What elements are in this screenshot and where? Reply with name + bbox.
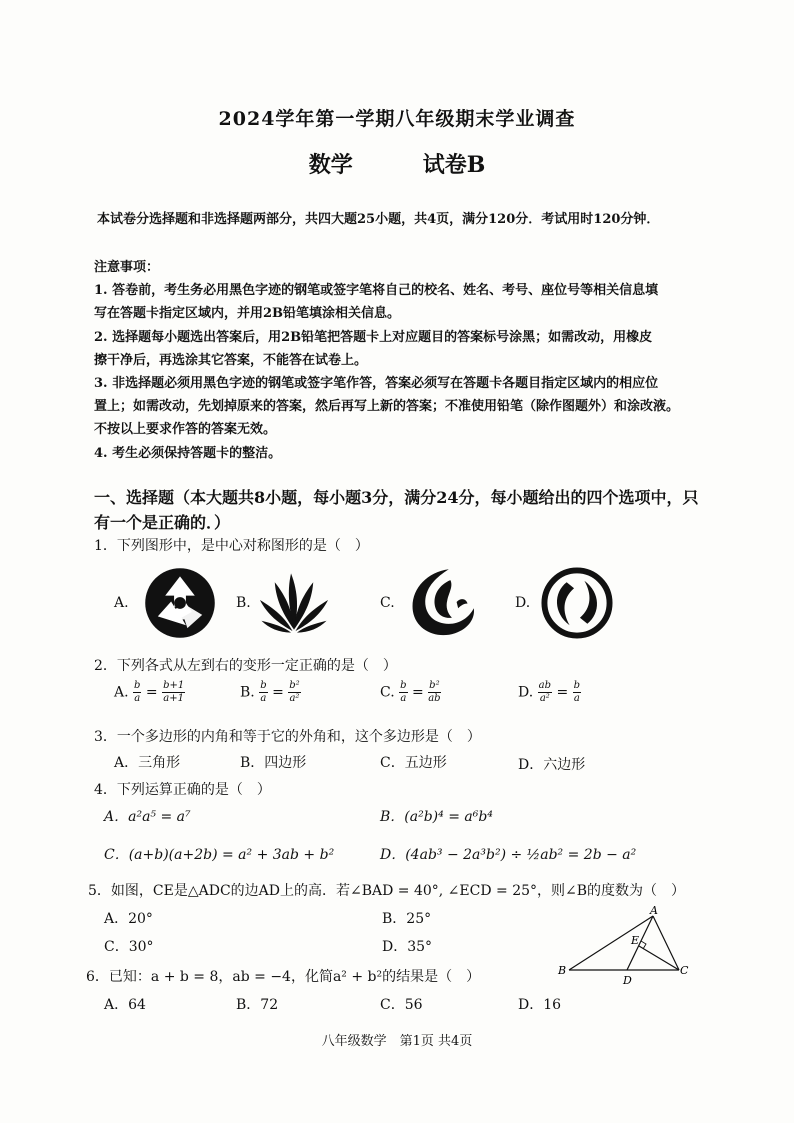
notes-line: 擦干净后，再选涂其它答案，不能答在试卷上。 (94, 352, 368, 368)
fraction (162, 680, 185, 705)
notes-line: 3. 非选择题必须用黑色字迹的钢笔或签字笔作答，答案必须写在答题卡各题目指定区域内的相应位 (94, 376, 659, 392)
circle-swirl-logo-icon (540, 566, 614, 640)
q4-option-a[interactable]: A．a²a⁵ = a⁷ (104, 809, 191, 825)
fraction (428, 680, 440, 705)
fraction (288, 680, 300, 705)
q5-stem: 5．如图，CE是△ADC的边AD上的高．若∠BAD = 40°, ∠ECD = 25°，则∠B的度数为（ ） (88, 883, 686, 899)
q6-option-c[interactable]: C．56 (380, 997, 423, 1013)
numerator: b (134, 680, 141, 691)
phoenix-swirl-logo-icon (402, 562, 480, 642)
notes-line: 写在答题卡指定区域内，并用2B铅笔填涂相关信息。 (94, 306, 401, 322)
option-label: D. (518, 684, 534, 701)
figure-label-b: B (558, 964, 567, 977)
figure-label-c: C (680, 964, 689, 977)
notes-heading: 注意事项： (94, 260, 160, 275)
page-footer: 八年级数学 第1页 共4页 (321, 1034, 473, 1049)
denominator: a (134, 693, 141, 704)
triangle-figure (555, 904, 695, 988)
q4-stem: 4．下列运算正确的是（ ） (94, 782, 271, 798)
notes-line: 置上；如需改动，先划掉原来的答案，然后再写上新的答案；不准使用铅笔（除作图题外）和涂改液。 (94, 399, 680, 415)
fraction (538, 680, 552, 705)
exam-subtitle (0, 148, 794, 179)
fraction (399, 680, 407, 705)
q5-option-c[interactable]: C．30° (104, 939, 154, 955)
q3-option-d[interactable]: D．六边形 (518, 757, 586, 773)
q1-stem: 1．下列图形中，是中心对称图形的是（ ） (94, 538, 369, 554)
q2-option-c[interactable]: C. $\frac{b}{a}$ = $\frac{\text{b²}}{ab}$ (380, 680, 441, 704)
figure-label-a: A (650, 904, 658, 917)
option-label: C. (380, 684, 395, 701)
q1-label-a: A. (114, 595, 129, 611)
fan-petals-logo-icon (257, 566, 331, 640)
q1-label-c: C. (380, 595, 395, 611)
numerator: b² (429, 680, 440, 691)
fraction (573, 680, 581, 705)
q6-stem: 6．已知：a + b = 8，ab = −4，化简a² + b²的结果是（ ） (86, 969, 481, 985)
notes-line: 1. 答卷前，考生务必用黑色字迹的钢笔或签字笔将自己的校名、姓名、考号、座位号等相关信息填 (94, 283, 659, 299)
denominator: a+1 (163, 693, 184, 704)
q3-option-a[interactable]: A．三角形 (114, 755, 181, 771)
exam-title: 2024学年第一学期八年级期末学业调查 (218, 108, 576, 130)
denominator: a² (539, 693, 550, 704)
numerator: b (573, 680, 581, 691)
q5-option-d[interactable]: D．35° (382, 939, 433, 955)
notes-line: 不按以上要求作答的答案无效。 (94, 422, 277, 438)
numerator: b (400, 680, 407, 691)
q6-option-a[interactable]: A．64 (104, 997, 146, 1013)
option-label: B. (240, 684, 255, 701)
numerator: b+1 (163, 680, 185, 691)
fraction (133, 680, 141, 705)
q4-option-b[interactable]: B．(a²b)⁴ = a⁶b⁴ (380, 809, 493, 825)
subject-label: 数学 (308, 152, 353, 178)
q6-option-d[interactable]: D．16 (518, 997, 562, 1013)
notes-line: 4. 考生必须保持答题卡的整洁。 (94, 445, 282, 461)
q3-option-b[interactable]: B．四边形 (240, 755, 307, 771)
recycle-arrows-logo-icon (143, 566, 217, 640)
figure-label-d: D (623, 974, 632, 987)
q3-stem: 3．一个多边形的内角和等于它的外角和，这个多边形是（ ） (94, 729, 481, 745)
notes-line: 2. 选择题每小题选出答案后，用2B铅笔把答题卡上对应题目的答案标号涂黑；如需改动，用橡皮 (94, 329, 653, 345)
q5-option-b[interactable]: B．25° (382, 911, 432, 927)
denominator: a² (289, 693, 300, 704)
q2-option-d[interactable]: D. $\frac{ab}{\text{a²}}$ = $\frac{b}{a}$ (518, 680, 581, 704)
numerator: ab (538, 680, 552, 691)
fraction (259, 680, 267, 705)
q6-option-b[interactable]: B．72 (236, 997, 279, 1013)
q4-option-c[interactable]: C．(a+b)(a+2b) = a² + 3ab + b² (104, 847, 335, 863)
q1-label-d: D. (515, 595, 531, 611)
notes-block (94, 256, 724, 465)
q3-option-c[interactable]: C．五边形 (380, 755, 447, 771)
figure-label-e: E (631, 934, 640, 947)
exam-intro: 本试卷分选择题和非选择题两部分，共四大题25小题，共4页，满分120分．考试用时120分钟． (97, 212, 660, 227)
q2-option-a[interactable]: A. $\frac{b}{a}$ = $\frac{b+1}{a+1}$ (114, 680, 185, 704)
q2-option-b[interactable]: B. $\frac{b}{a}$ = $\frac{\text{b²}}{\text{a²}}$ (240, 680, 300, 704)
q1-label-b: B. (236, 595, 251, 611)
denominator: a (260, 693, 267, 704)
section-heading (94, 485, 699, 535)
q5-option-a[interactable]: A．20° (104, 911, 153, 927)
section-heading-line: 有一个是正确的．） (94, 513, 231, 532)
option-label: A. (114, 684, 129, 701)
q4-option-d[interactable]: D．(4ab³ − 2a³b²) ÷ ½ab² = 2b − a² (380, 847, 637, 863)
numerator: b² (289, 680, 300, 691)
paper-label: 试卷B (422, 152, 486, 178)
numerator: b (260, 680, 267, 691)
denominator: a (573, 693, 580, 704)
denominator: ab (428, 693, 441, 704)
q2-stem: 2．下列各式从左到右的变形一定正确的是（ ） (94, 658, 397, 674)
denominator: a (400, 693, 407, 704)
section-heading-line: 一、选择题（本大题共8小题，每小题3分，满分24分，每小题给出的四个选项中，只 (94, 488, 699, 507)
